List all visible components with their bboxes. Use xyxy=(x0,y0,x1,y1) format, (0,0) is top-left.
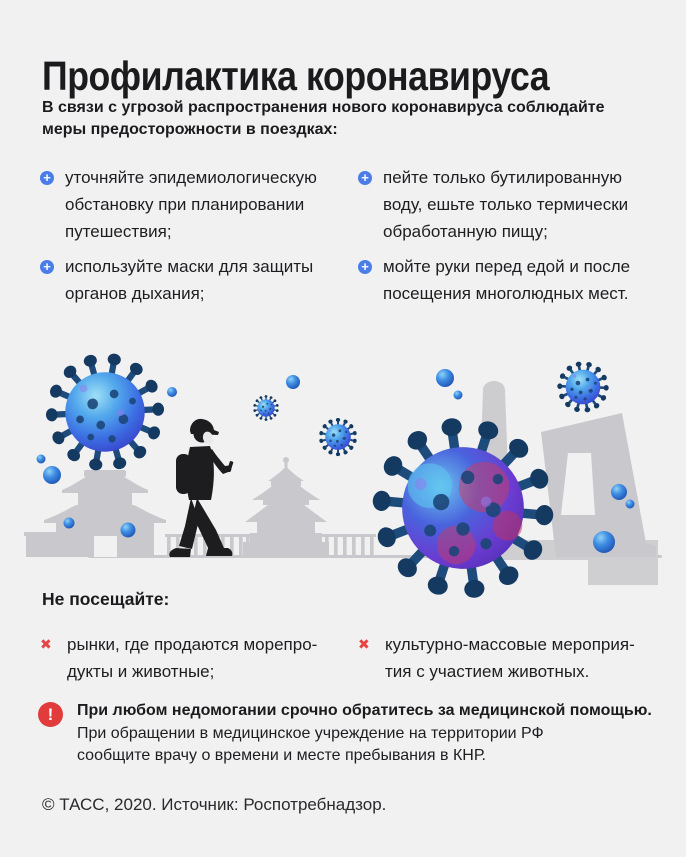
avoid-item xyxy=(358,631,674,685)
page-title: Профилактика коронавируса xyxy=(42,53,550,100)
precaution-text: мойте руки перед едой и после посещения многолюдных мест. xyxy=(383,257,631,303)
avoid-text: культурно-массовые мероприя- тия с участием животных. xyxy=(385,635,635,681)
exclamation-circle-icon: ! xyxy=(38,702,63,727)
plus-circle-icon: + xyxy=(40,260,54,274)
x-mark-icon: ✖ xyxy=(358,636,370,652)
cap xyxy=(190,419,219,435)
precaution-item xyxy=(358,164,674,245)
warning-text xyxy=(77,700,652,768)
copyright-source: © ТАСС, 2020. Источник: Роспотребнадзор. xyxy=(42,795,387,814)
virus-icon-top-right xyxy=(551,355,614,418)
virus-icon-large-right xyxy=(361,406,565,611)
warning-bold-line: При любом недомогании срочно обратитесь за медицинской помощью. xyxy=(77,702,652,719)
virus-icon-small xyxy=(253,395,279,421)
precaution-text: используйте маски для защиты органов дыхания; xyxy=(65,257,314,303)
plus-circle-icon: + xyxy=(358,171,372,185)
precaution-item xyxy=(40,164,348,245)
x-mark-icon: ✖ xyxy=(40,636,52,652)
illustration-scene xyxy=(0,330,686,622)
avoid-column-left xyxy=(40,631,350,693)
plus-circle-icon: + xyxy=(40,171,54,185)
avoid-heading: Не посещайте: xyxy=(42,589,170,609)
virus-icon-medium xyxy=(319,418,357,456)
warning-body: При обращении в медицинское учреждение на территории РФ сообщите врачу о времени и месте пребывания в КНР. xyxy=(77,724,544,764)
avoid-column-right xyxy=(358,631,674,693)
avoid-item xyxy=(40,631,350,685)
precautions-column-right xyxy=(358,164,674,315)
palace-gate-silhouette xyxy=(24,470,166,557)
virus-icon-large-left xyxy=(37,344,174,481)
precaution-text: пейте только бутилированную воду, ешьте только термически обработанную пищу; xyxy=(383,168,629,241)
precaution-item xyxy=(358,253,674,307)
warning-note xyxy=(38,700,658,768)
intro-text: В связи с угрозой распространения нового коронавируса соблюдайте меры предосторожности в поездках: xyxy=(42,99,605,138)
precaution-text: уточняйте эпидемиологическую обстановку при планировании путешествия; xyxy=(65,168,317,241)
precaution-item xyxy=(40,253,348,307)
precautions-column-left xyxy=(40,164,348,315)
avoid-text: рынки, где продаются морепро- дукты и животные; xyxy=(67,635,318,681)
plus-circle-icon: + xyxy=(358,260,372,274)
